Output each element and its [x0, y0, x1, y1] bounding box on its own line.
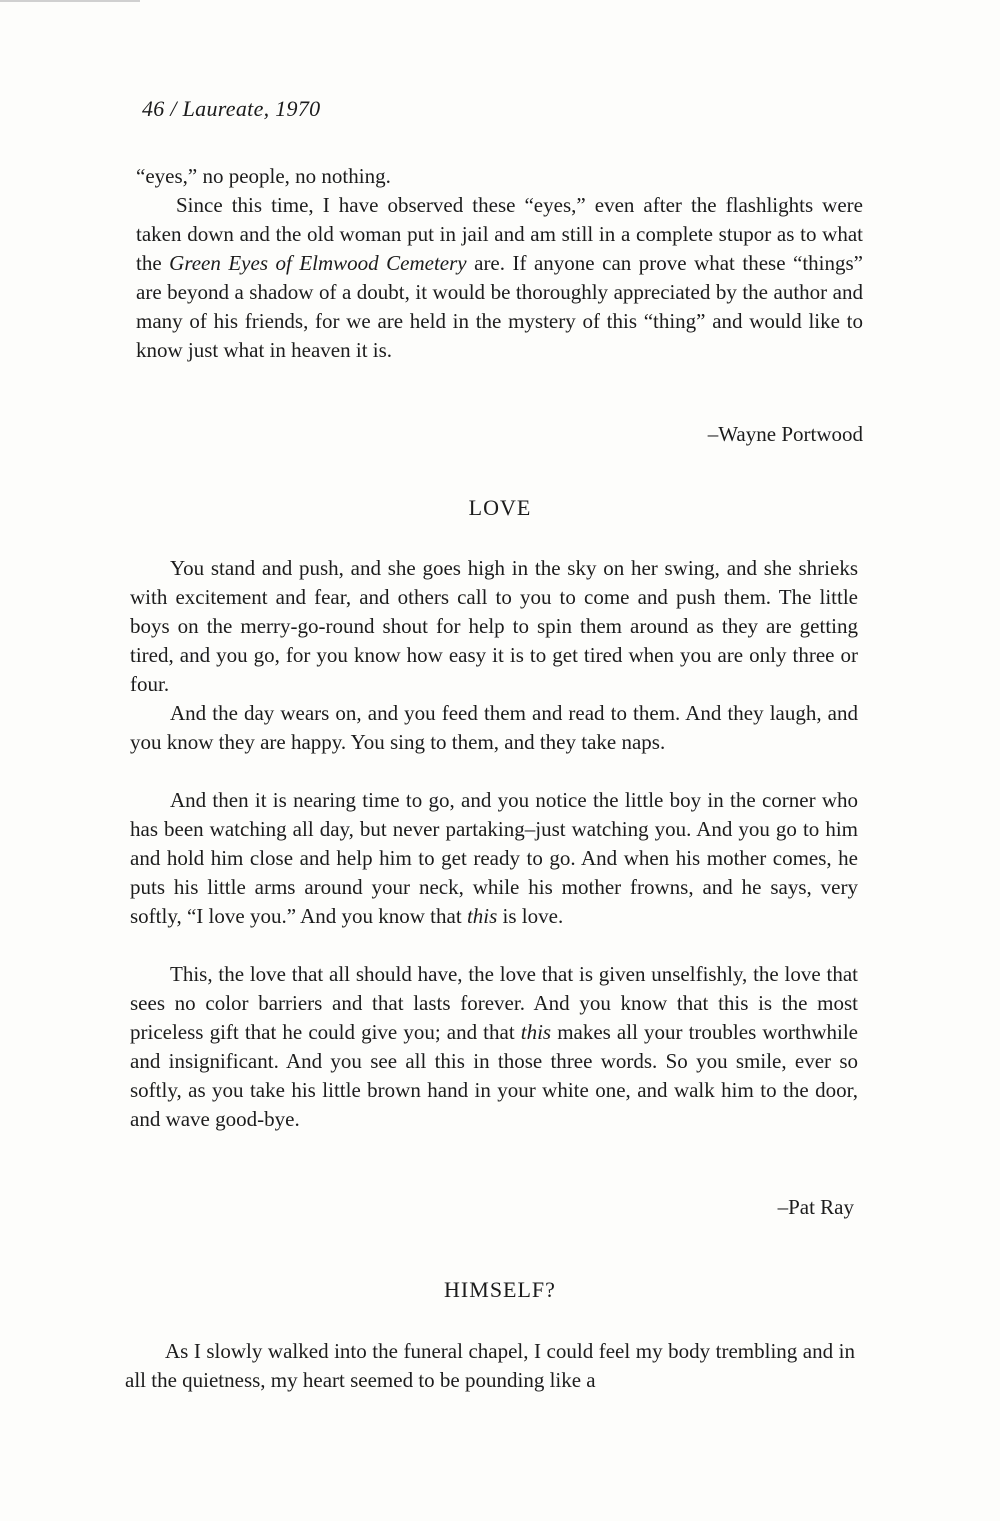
story2-paragraph-4: This, the love that all should have, the love that is given unselfishly, the love that sees no color barriers and that lasts forever. And you know that this is the most priceless gift that he could give you; and that this makes all your troubles worthwhile and insignificant. And you see all this in those three words. So you smile, ever so softly, as you take his little brown hand in your white one, and walk him to the door, and wave good-bye.	[130, 962, 858, 1131]
story1-title-reference: Green Eyes of Elmwood Cemetery	[169, 251, 467, 275]
story1-paragraph-1: “eyes,” no people, no nothing.	[136, 164, 391, 188]
story2-paragraph-1: You stand and push, and she goes high in the sky on her swing, and she shrieks with excitement and fear, and others call to you to come and push them. The little boys on the merry-go-round shout for help to spin them around as they are getting tired, and you go, for you know how easy it is to get tired when you are only three or four.	[130, 556, 858, 696]
story2-title: LOVE	[468, 495, 532, 520]
story1-paragraph-2: Since this time, I have observed these “eyes,” even after the flashlights were taken down and the old woman put in jail and am still in a complete stupor as to what the Green Eyes of Elmwood Cemetery are. If anyone can prove what these “things” are beyond a shadow of a doubt, it would be thoroughly appreciated by the author and many of his friends, for we are held in the mystery of this “thing” and would like to know just what in heaven it is.	[136, 193, 864, 362]
story1-author: –Wayne Portwood	[707, 422, 863, 446]
running-head: 46 / Laureate, 1970	[142, 96, 321, 121]
story2-paragraph-3: And then it is nearing time to go, and you notice the little boy in the corner who has been watching all day, but never partaking–just watching you. And you go to him and hold him close and help him to get ready to go. And when his mother comes, he puts his little arms around your neck, while his mother frowns, and he says, very softly, “I love you.” And you know that this is love.	[130, 788, 858, 928]
story3-title: HIMSELF?	[444, 1277, 556, 1302]
story2-author: –Pat Ray	[777, 1195, 854, 1219]
story2-paragraph-2: And the day wears on, and you feed them and read to them. And they laugh, and you know they are happy. You sing to them, and they take naps.	[130, 701, 858, 754]
scan-edge-mark	[0, 0, 140, 2]
story3-paragraph-1: As I slowly walked into the funeral chapel, I could feel my body trembling and in all the quietness, my heart seemed to be pounding like a	[125, 1339, 855, 1392]
